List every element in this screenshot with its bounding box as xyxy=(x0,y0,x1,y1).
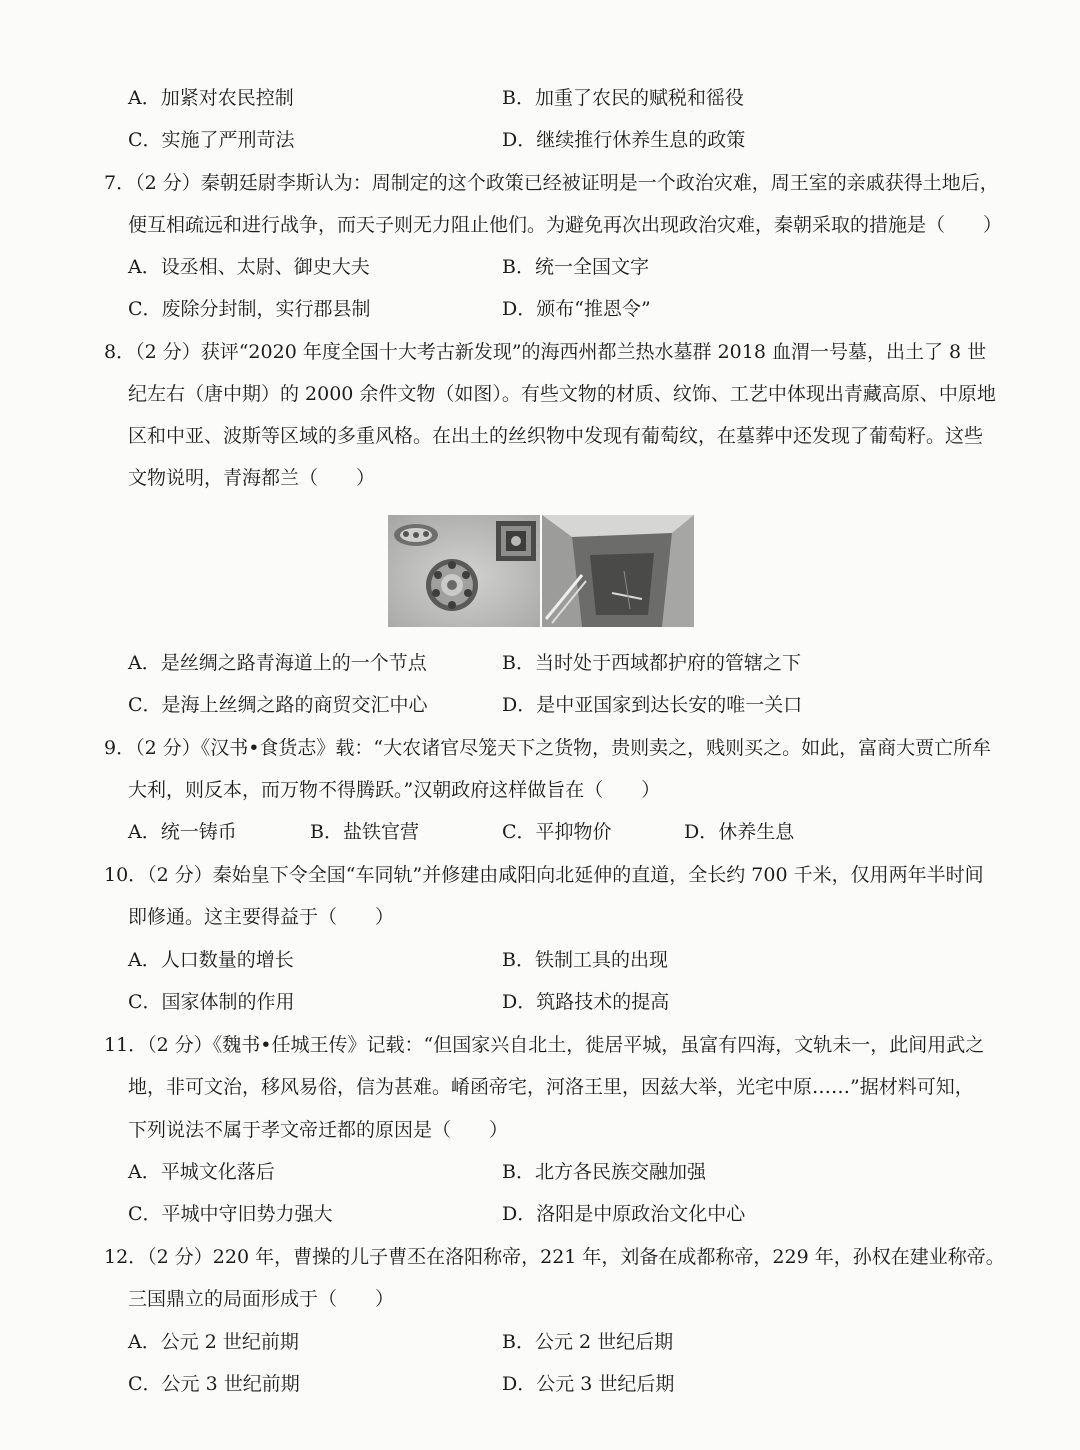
q10-option-d: D．筑路技术的提高 xyxy=(502,991,670,1013)
q7-option-d: D．颁布“推恩令” xyxy=(502,298,651,320)
q7-stem-line: 便互相疏远和进行战争，而天子则无力阻止他们。为避免再次出现政治灾难，秦朝采取的措施是（ ） xyxy=(128,214,1003,236)
q7-stem-line: 7．（2 分）秦朝廷尉李斯认为：周制定的这个政策已经被证明是一个政治灾难，周王室的亲戚获得土地后， xyxy=(104,172,999,194)
q12-stem-line: 三国鼎立的局面形成于（ ） xyxy=(128,1288,395,1310)
q7-option-a: A．设丞相、太尉、御史大夫 xyxy=(128,256,370,278)
q6-option-a: A．加紧对农民控制 xyxy=(128,87,294,109)
q11-option-a: A．平城文化落后 xyxy=(128,1161,275,1183)
gold-ornaments-photo xyxy=(388,515,540,627)
q6-option-c: C．实施了严刑苛法 xyxy=(128,129,295,151)
q11-option-d: D．洛阳是中原政治文化中心 xyxy=(502,1203,746,1225)
q9-stem-line: 9．（2 分）《汉书•食货志》载：“大农诸官尽笼天下之货物，贵则卖之，贱则买之。如此，富商大贾亡所牟 xyxy=(104,737,992,759)
q12-option-d: D．公元 3 世纪后期 xyxy=(502,1373,675,1395)
q6-option-d: D．继续推行休养生息的政策 xyxy=(502,129,746,151)
q11-option-c: C．平城中守旧势力强大 xyxy=(128,1203,333,1225)
q11-stem-line: 下列说法不属于孝文帝迁都的原因是（ ） xyxy=(128,1119,509,1141)
q10-option-a: A．人口数量的增长 xyxy=(128,949,294,971)
ornament-center-ring xyxy=(426,559,478,611)
q10-option-b: B．铁制工具的出现 xyxy=(502,949,668,971)
q7-option-b: B．统一全国文字 xyxy=(502,256,649,278)
q10-stem-line: 10．（2 分）秦始皇下令全国“车同轨”并修建由咸阳向北延伸的直道，全长约 700 千米，仅用两年半时间 xyxy=(104,864,984,886)
q8-stem-line: 区和中亚、波斯等区域的多重风格。在出土的丝织物中发现有葡萄纹，在墓葬中还发现了葡萄籽。这些 xyxy=(128,425,984,447)
ornament-top-right xyxy=(496,521,536,561)
q9-stem-line: 大利，则反本，而万物不得腾跃。”汉朝政府这样做旨在（ ） xyxy=(128,779,661,801)
q12-option-b: B．公元 2 世纪后期 xyxy=(502,1331,674,1353)
q8-option-d: D．是中亚国家到达长安的唯一关口 xyxy=(502,694,803,716)
q8-stem-line: 8．（2 分）获评“2020 年度全国十大考古新发现”的海西州都兰热水墓群 2018 血渭一号墓，出土了 8 世 xyxy=(104,341,987,363)
q11-option-b: B．北方各民族交融加强 xyxy=(502,1161,706,1183)
ornament-top-left xyxy=(394,524,438,546)
q9-option-b: B．盐铁官营 xyxy=(310,821,419,843)
q12-option-c: C．公元 3 世纪前期 xyxy=(128,1373,300,1395)
q8-stem-line: 文物说明，青海都兰（ ） xyxy=(128,467,376,489)
q11-stem-line: 11．（2 分）《魏书•任城王传》记载：“但国家兴自北土，徙居平城，虽富有四海，文轨未一，此间用武之 xyxy=(104,1034,985,1056)
q12-option-a: A．公元 2 世纪前期 xyxy=(128,1331,299,1353)
q7-option-c: C．废除分封制，实行郡县制 xyxy=(128,298,371,320)
q9-option-d: D．休养生息 xyxy=(684,821,795,843)
q9-option-c: C．平抑物价 xyxy=(502,821,612,843)
q8-stem-line: 纪左右（唐中期）的 2000 余件文物（如图）。有些文物的材质、纹饰、工艺中体现出青藏高原、中原地 xyxy=(128,383,996,405)
q10-option-c: C．国家体制的作用 xyxy=(128,991,295,1013)
q11-stem-line: 地，非可文治，移风易俗，信为甚难。崤函帝宅，河洛王里，因兹大举，光宅中原……”据材料可知， xyxy=(128,1076,974,1098)
q8-option-a: A．是丝绸之路青海道上的一个节点 xyxy=(128,652,427,674)
q8-option-b: B．当时处于西域都护府的管辖之下 xyxy=(502,652,801,674)
q12-stem-line: 12．（2 分）220 年，曹操的儿子曹丕在洛阳称帝，221 年，刘备在成都称帝，229 年，孙权在建业称帝。 xyxy=(104,1246,1005,1268)
q8-artifact-figure xyxy=(388,515,694,627)
q9-option-a: A．统一铸币 xyxy=(128,821,237,843)
tomb-shaft-photo xyxy=(542,515,694,627)
q6-option-b: B．加重了农民的赋税和徭役 xyxy=(502,87,744,109)
q10-stem-line: 即修通。这主要得益于（ ） xyxy=(128,906,395,928)
q8-option-c: C．是海上丝绸之路的商贸交汇中心 xyxy=(128,694,428,716)
